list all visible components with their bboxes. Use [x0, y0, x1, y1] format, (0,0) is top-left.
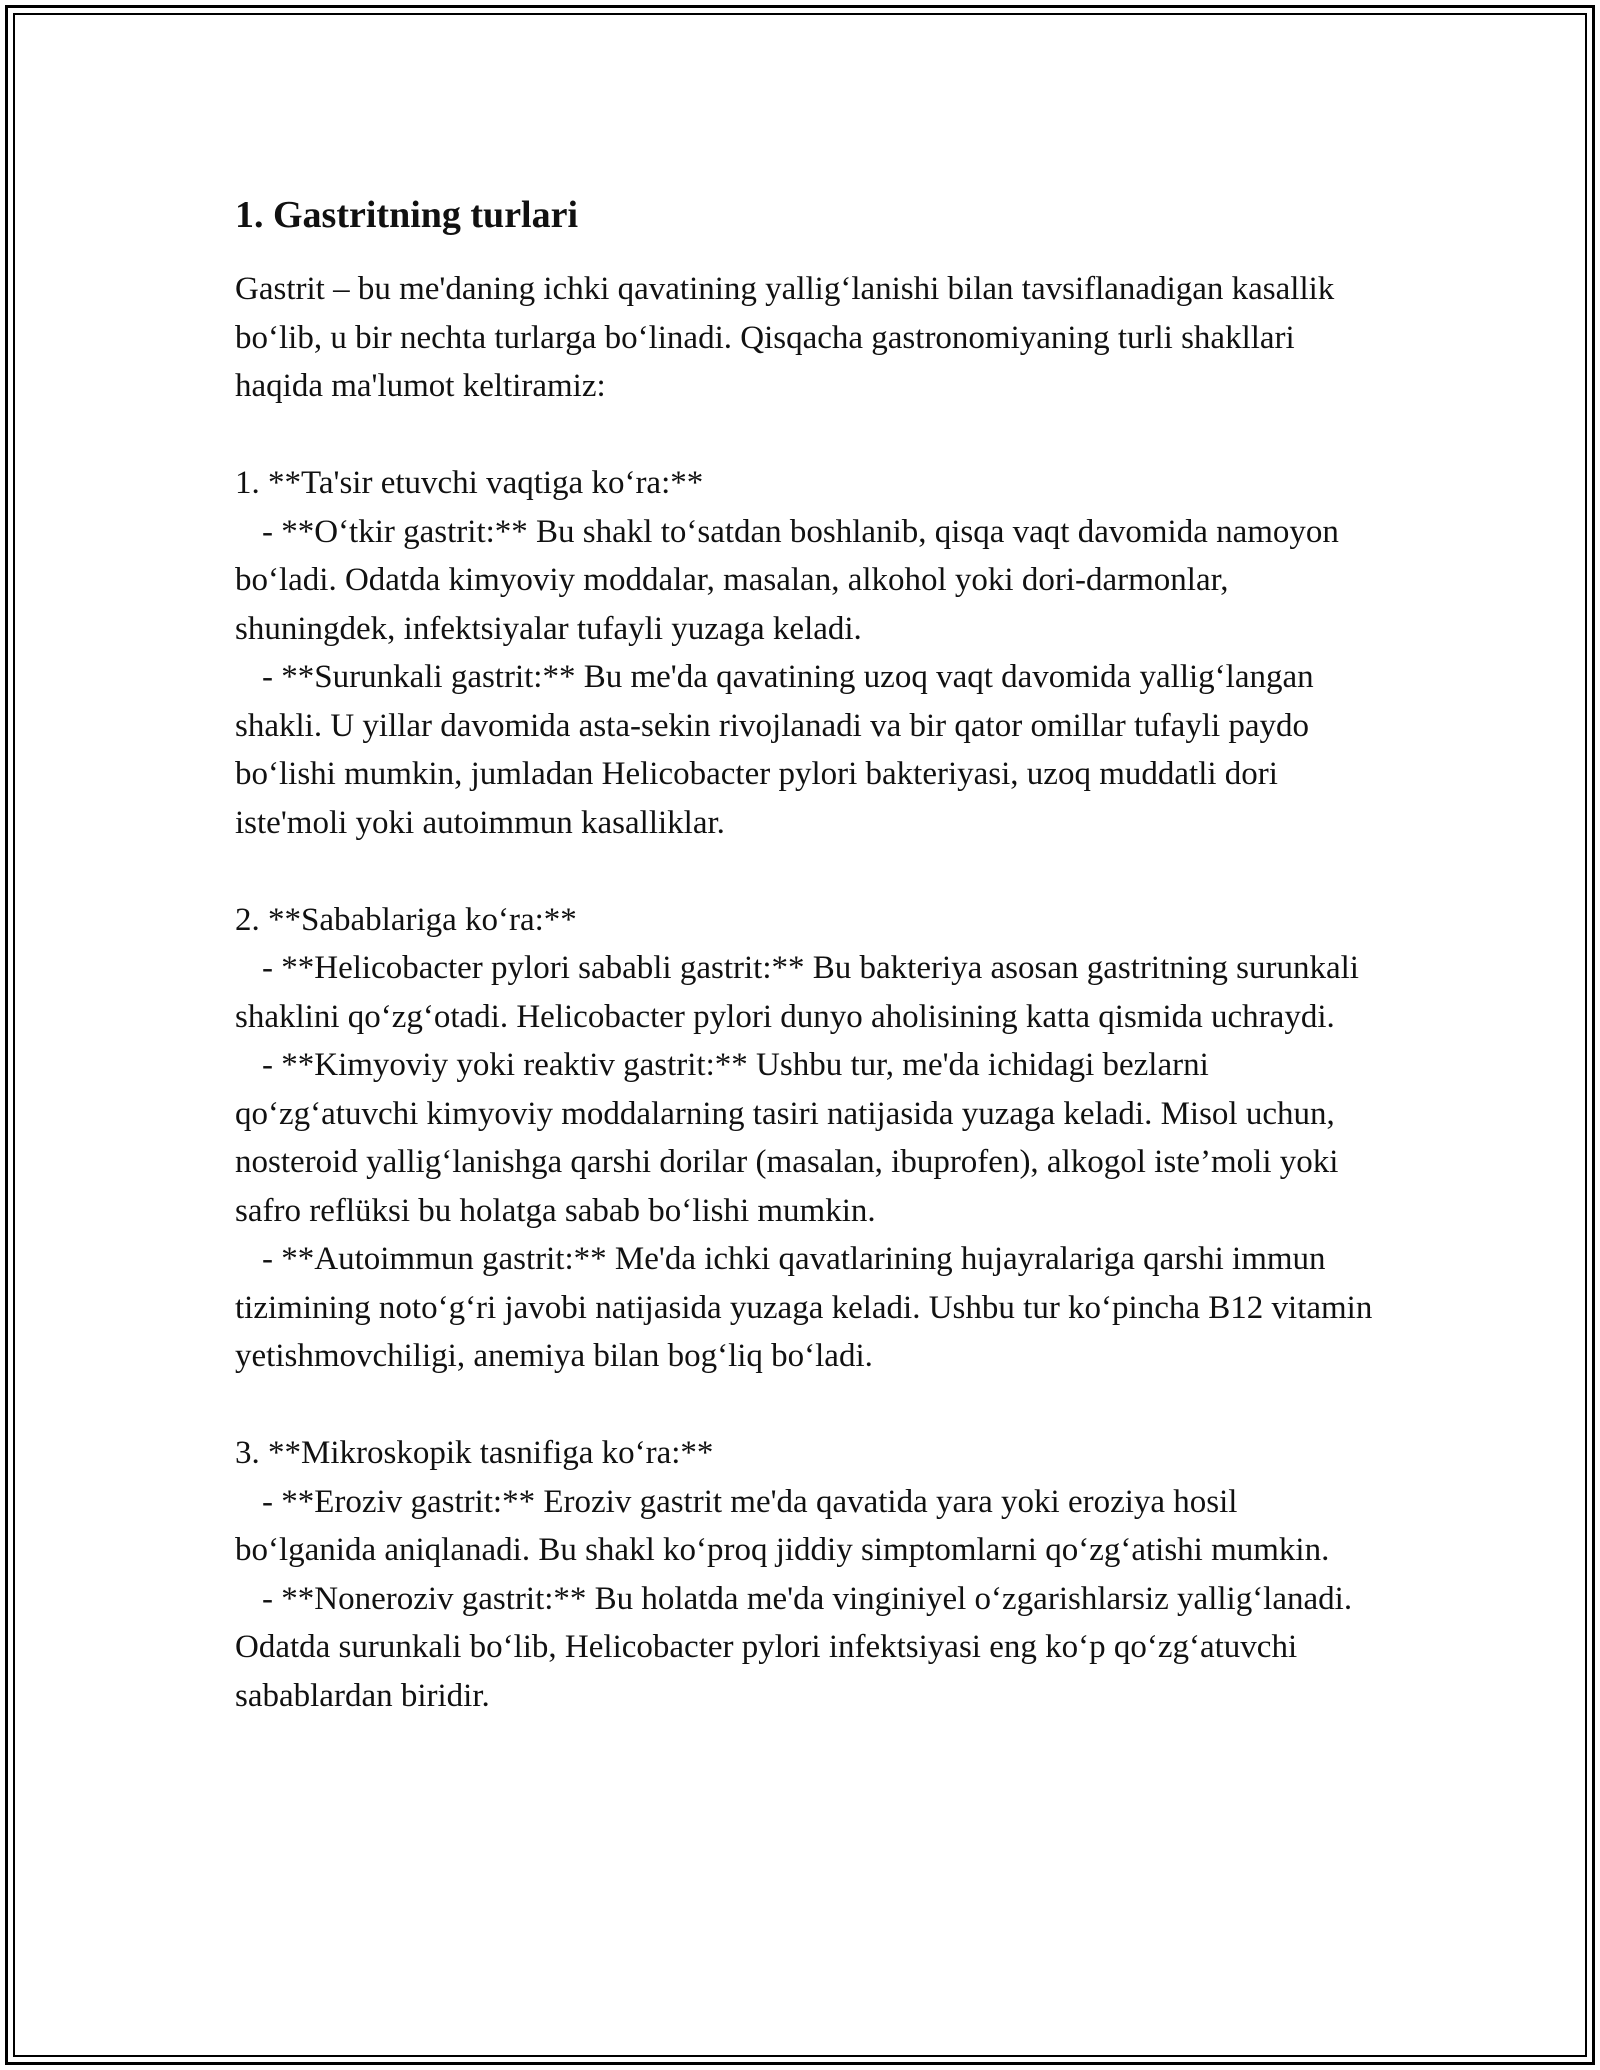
list-item [235, 1041, 1385, 1235]
list-item-text: - **Eroziv gastrit:** Eroziv gastrit me'da qavatida yara yoki eroziya hosil bo‘lganida aniqlanadi. Bu shakl ko‘proq jiddiy simptomlarni qo‘zg‘atishi mumkin. [235, 1483, 1330, 1568]
section-title: 1. **Ta'sir etuvchi vaqtiga ko‘ra:** [235, 465, 704, 501]
section-title: 3. **Mikroskopik tasnifiga ko‘ra:** [235, 1435, 714, 1471]
list-item-text: - **Helicobacter pylori sababli gastrit:** Bu bakteriya asosan gastritning surunkali shaklini qo‘zg‘otadi. Helicobacter pylori dunyo aholisining katta qismida uchraydi. [235, 950, 1368, 1035]
list-item-text: - **O‘tkir gastrit:** Bu shakl to‘satdan boshlanib, qisqa vaqt davomida namoyon bo‘ladi. Odatda kimyoviy moddalar, masalan, alkohol yoki dori-darmonlar, shuningdek, infektsiyalar tufayli yuzaga keladi. [235, 513, 1348, 647]
list-item [235, 508, 1385, 654]
intro-paragraph: Gastrit – bu me'daning ichki qavatining yallig‘lanishi bilan tavsiflanadigan kasallik bo‘lib, u bir nechta turlarga bo‘linadi. Qisqacha gastronomiyaning turli shakllari haqida ma'lumot keltiramiz: [235, 271, 1343, 404]
document-heading: 1. Gastritning turlari [235, 194, 579, 236]
list-item-text: - **Kimyoviy yoki reaktiv gastrit:** Ushbu tur, me'da ichidagi bezlarni qo‘zg‘atuvchi kimyoviy moddalarning tasiri natijasida yuzaga keladi. Misol uchun, nosteroid yallig‘lanishga qarshi dorilar (masalan, ibuprofen), alkogol iste’moli yoki safro reflüksi bu holatga sabab bo‘lishi mumkin. [235, 1047, 1347, 1229]
list-item-text: - **Noneroziv gastrit:** Bu holatda me'da vinginiyel o‘zgarishlarsiz yallig‘lanadi. Odatda surunkali bo‘lib, Helicobacter pylori infektsiyasi eng ko‘p qo‘zg‘atuvchi sabablardan biridir. [235, 1580, 1361, 1714]
section-1 [235, 459, 1385, 847]
list-item [235, 944, 1385, 1041]
list-item [235, 1575, 1385, 1721]
section-2 [235, 896, 1385, 1381]
blank-line [235, 411, 1385, 460]
list-item [235, 1478, 1385, 1575]
blank-line [235, 1381, 1385, 1430]
document-body [235, 187, 1385, 1720]
list-item [235, 1235, 1385, 1381]
list-item-text: - **Surunkali gastrit:** Bu me'da qavatining uzoq vaqt davomida yallig‘langan shakli. U yillar davomida asta-sekin rivojlanadi va bir qator omillar tufayli paydo bo‘lishi mumkin, jumladan Helicobacter pylori bakteriyasi, uzoq muddatli dori iste'moli yoki autoimmun kasalliklar. [235, 659, 1322, 841]
list-item [235, 653, 1385, 847]
section-3 [235, 1429, 1385, 1720]
blank-line [235, 847, 1385, 896]
section-title: 2. **Sabablariga ko‘ra:** [235, 901, 577, 938]
list-item-text: - **Autoimmun gastrit:** Me'da ichki qavatlarining hujayralariga qarshi immun tizimining noto‘g‘ri javobi natijasida yuzaga keladi. Ushbu tur ko‘pincha B12 vitamin yetishmovchiligi, anemiya bilan bog‘liq bo‘ladi. [235, 1241, 1381, 1374]
